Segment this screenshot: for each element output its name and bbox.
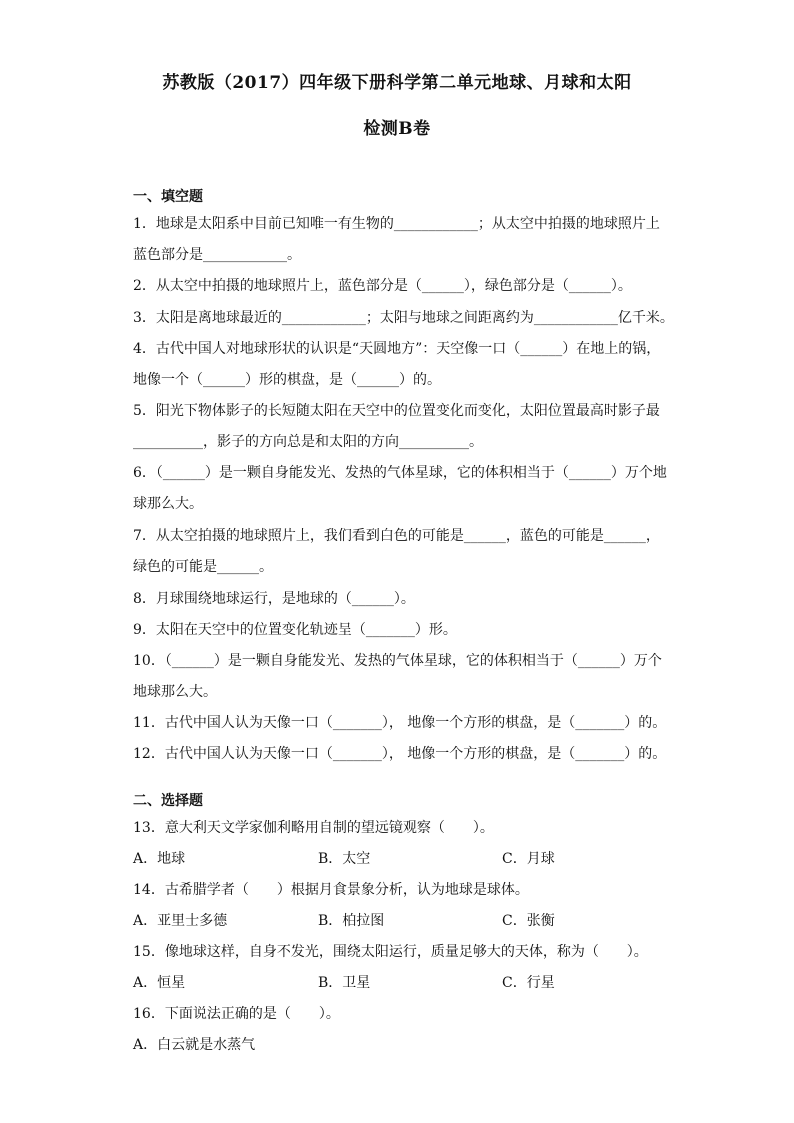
question-line: 4．古代中国人对地球形状的认识是“天圆地方”：天空像一口（______）在地上的锅， <box>133 341 661 357</box>
question-line: 12．古代中国人认为天像一口（_______）， 地像一个方形的棋盘，是（_______）的。 <box>133 746 667 762</box>
option-b: B．卫星 <box>318 975 371 991</box>
question-line: 8．月球围绕地球运行，是地球的（______）。 <box>133 591 415 607</box>
question-line: 7．从太空拍摄的地球照片上，我们看到白色的可能是______，蓝色的可能是______， <box>133 528 660 544</box>
question-stem: 13．意大利天文学家伽利略用自制的望远镜观察（ ）。 <box>133 820 494 836</box>
question-line: 9．太阳在天空中的位置变化轨迹呈（_______）形。 <box>133 622 457 638</box>
document-title-line-1: 苏教版（2017）四年级下册科学第二单元地球、月球和太阳 <box>162 73 632 93</box>
option-b: B．柏拉图 <box>318 913 385 929</box>
document-title-line-2: 检测B卷 <box>363 119 431 139</box>
section-heading-fill-in: 一、填空题 <box>133 189 203 205</box>
question-line: 绿色的可能是______。 <box>133 559 273 575</box>
question-line: 6．（______）是一颗自身能发光、发热的气体星球，它的体积相当于（______）万个地 <box>133 465 667 481</box>
question-stem: 16．下面说法正确的是（ ）。 <box>133 1006 340 1022</box>
option-c: C．月球 <box>502 851 555 867</box>
question-stem: 15．像地球这样，自身不发光，围绕太阳运行，质量足够大的天体，称为（ ）。 <box>133 944 648 960</box>
option-a: A．地球 <box>133 851 186 867</box>
question-line: 球那么大。 <box>133 496 203 512</box>
question-line: 蓝色部分是____________。 <box>133 247 301 263</box>
question-line: 2．从太空中拍摄的地球照片上，蓝色部分是（______），绿色部分是（______）。 <box>133 278 632 294</box>
option-a: A．亚里士多德 <box>133 913 228 929</box>
option-c: C．张衡 <box>502 913 555 929</box>
question-line: 5．阳光下物体影子的长短随太阳在天空中的位置变化而变化，太阳位置最高时影子最 <box>133 403 660 419</box>
question-line: 地像一个（______）形的棋盘，是（______）的。 <box>133 372 441 388</box>
question-line: 11．古代中国人认为天像一口（_______）， 地像一个方形的棋盘，是（_______）的。 <box>133 715 667 731</box>
question-line: 1．地球是太阳系中目前已知唯一有生物的____________；从太空中拍摄的地球照片上 <box>133 216 660 232</box>
question-line: 10．（______）是一颗自身能发光、发热的气体星球，它的体积相当于（______）万个 <box>133 653 662 669</box>
option-a: A．恒星 <box>133 975 186 991</box>
option-a: A．白云就是水蒸气 <box>133 1037 256 1053</box>
question-stem: 14．古希腊学者（ ）根据月食景象分析，认为地球是球体。 <box>133 882 529 898</box>
option-c: C．行星 <box>502 975 555 991</box>
section-heading-multiple-choice: 二、选择题 <box>133 793 203 809</box>
question-line: __________，影子的方向总是和太阳的方向__________。 <box>133 434 483 450</box>
question-line: 3．太阳是离地球最近的____________；太阳与地球之间距离约为____________亿千米。 <box>133 310 674 326</box>
question-line: 地球那么大。 <box>133 684 217 700</box>
option-b: B．太空 <box>318 851 371 867</box>
